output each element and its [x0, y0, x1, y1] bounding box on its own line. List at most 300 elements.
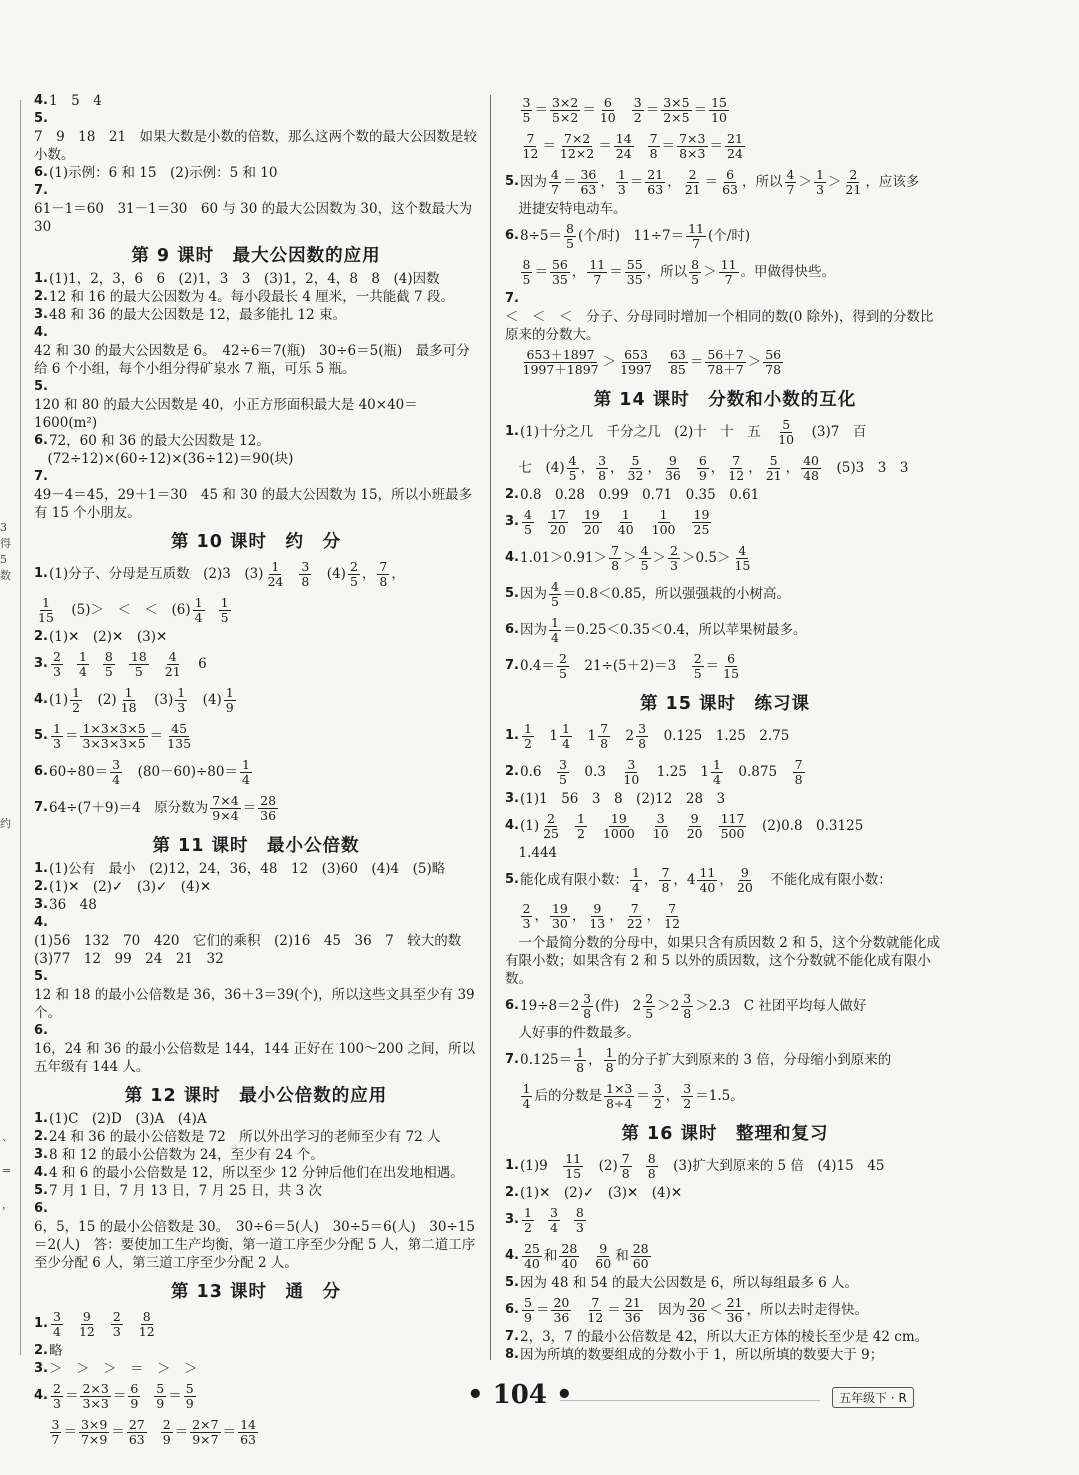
- answer-text: ＝: [174, 1424, 189, 1440]
- fraction: [625, 902, 645, 931]
- fraction-denominator: 63: [722, 181, 739, 197]
- fraction-denominator: 3: [575, 1219, 584, 1235]
- item-number: 3.: [34, 1147, 48, 1162]
- answer-item: [505, 612, 945, 648]
- fraction-numerator: 9: [599, 1240, 608, 1256]
- item-number: 4.: [34, 1165, 48, 1180]
- answer-item: [505, 290, 945, 344]
- answer-text: (1)公有 最小 (2)12，24，36，48 12 (3)60 (4)4 (5)略: [48, 861, 446, 877]
- answer-text: (1)✕ (2)✕ (3)✕: [48, 629, 168, 645]
- answer-text: 6，5，15 的最小公倍数是 30。 30÷6＝5(人) 30÷5＝6(人) 30÷15＝2(人) 答：要使加工生产均衡，第一道工序至少分配 5 人，第二道工序至少分配 6 人，第三道工序至少分配 2 人。: [34, 1219, 476, 1271]
- fraction-numerator: 1: [124, 684, 133, 700]
- fraction: [697, 866, 717, 895]
- fraction-denominator: 2: [72, 699, 81, 715]
- fraction: [763, 348, 783, 377]
- fraction: [631, 1242, 651, 1271]
- item-number: 4.: [34, 93, 48, 108]
- answer-text: (2): [585, 1158, 618, 1174]
- fraction: [596, 454, 608, 483]
- answer-text: ＝: [149, 728, 164, 744]
- item-number: 3.: [34, 656, 48, 671]
- item-number: 4.: [34, 915, 48, 930]
- item-number: 5.: [505, 174, 519, 189]
- answer-text: ＝: [64, 1388, 79, 1404]
- fraction-numerator: 2: [547, 810, 556, 826]
- fraction-denominator: 8: [605, 1059, 614, 1075]
- answer-text: ＝: [535, 1302, 550, 1318]
- margin-char: 5: [0, 553, 7, 566]
- fraction-denominator: 36: [553, 1309, 570, 1325]
- fraction-denominator: 12: [138, 1323, 155, 1339]
- fraction: [785, 168, 797, 197]
- left-answer-column: [34, 92, 478, 1450]
- margin-char: 得: [0, 537, 11, 550]
- fraction: [687, 1296, 707, 1325]
- answer-text: 1: [535, 728, 559, 744]
- fraction-denominator: 5: [349, 573, 358, 589]
- fraction-denominator: 8×3: [679, 145, 706, 161]
- item-number: 6.: [505, 1302, 519, 1317]
- fraction-numerator: 7: [668, 900, 677, 916]
- fraction-numerator: 1: [550, 614, 559, 630]
- fraction: [129, 650, 149, 679]
- fraction-denominator: 4: [112, 771, 121, 787]
- answer-text: ，: [571, 908, 586, 924]
- answer-text: 49－4＝45，29＋1＝30 45 和 30 的最大公因数为 15，所以小班最多有 15 个小朋友。: [34, 487, 473, 521]
- page-number: • 104 •: [467, 1380, 573, 1410]
- answer-text: (个/时) 11÷7＝: [577, 228, 685, 244]
- item-number: 5.: [34, 969, 48, 984]
- fraction-denominator: 7: [724, 271, 733, 287]
- lesson-heading: 第 15 课时 练习课: [639, 694, 811, 714]
- answer-item: [505, 1184, 945, 1202]
- item-number: 6.: [34, 764, 48, 779]
- lesson-heading: 第 14 课时 分数和小数的互化: [593, 390, 857, 410]
- answer-text: ＝: [534, 264, 548, 280]
- fraction-numerator: 36: [580, 166, 597, 182]
- fraction: [299, 560, 311, 589]
- answer-item: [505, 844, 945, 862]
- fraction-denominator: 5: [134, 663, 143, 679]
- item-number: 7.: [505, 658, 519, 673]
- fraction: [258, 794, 278, 823]
- answer-text: ，: [748, 460, 762, 476]
- answer-item: [34, 1342, 478, 1360]
- fraction: [240, 758, 252, 787]
- answer-text: 的分子扩大到原来的 3 倍，分母缩小到原来的: [617, 1052, 892, 1068]
- fraction-numerator: 1: [194, 594, 203, 610]
- fraction-numerator: 2: [688, 166, 697, 182]
- fraction-denominator: 40: [699, 879, 716, 895]
- answer-text: ＞2: [657, 998, 680, 1014]
- fraction: [184, 1382, 196, 1411]
- fraction-numerator: 3: [656, 810, 665, 826]
- fraction: [567, 454, 579, 483]
- fraction: [154, 1382, 166, 1411]
- fraction-numerator: 2: [112, 1308, 121, 1324]
- item-number: 2.: [34, 289, 48, 304]
- fraction: [725, 1296, 745, 1325]
- margin-char: ，: [2, 1198, 13, 1211]
- fraction-numerator: 7×3: [679, 130, 706, 146]
- fraction-numerator: 117: [720, 810, 745, 826]
- fraction: [550, 96, 580, 125]
- answer-item: [505, 1328, 945, 1346]
- fraction: [161, 1418, 173, 1447]
- fraction-numerator: 3: [653, 1080, 662, 1096]
- fraction: [522, 1242, 542, 1271]
- answer-text: 七 (4): [505, 460, 565, 476]
- fraction: [764, 454, 784, 483]
- item-number: 8.: [505, 1347, 519, 1362]
- fraction-numerator: 3: [638, 720, 647, 736]
- answer-text: (个/时): [708, 228, 751, 244]
- fraction: [587, 258, 607, 287]
- fraction-denominator: 5: [565, 235, 574, 251]
- fraction-denominator: 40: [617, 521, 634, 537]
- fraction-numerator: 3: [683, 1080, 692, 1096]
- fraction-numerator: 4: [523, 506, 532, 522]
- fraction-numerator: 5: [156, 1380, 165, 1396]
- fraction-denominator: 4: [562, 735, 570, 751]
- answer-text: 64÷(7＋9)＝4 原分数为: [48, 800, 209, 816]
- answer-text: ＝: [693, 102, 708, 118]
- answer-text: 1: [573, 728, 597, 744]
- fraction: [224, 686, 236, 715]
- answer-text: 24 和 36 的最小公倍数是 72 所以外出学习的老师至少有 72 人: [48, 1129, 441, 1145]
- fraction-denominator: 36: [624, 1309, 641, 1325]
- fraction: [521, 258, 533, 287]
- fraction-numerator: 5: [782, 416, 791, 432]
- item-number: 6.: [505, 998, 519, 1013]
- answer-text: 7 月 1 日，7 月 13 日，7 月 25 日，共 3 次: [48, 1183, 322, 1199]
- answer-item: [34, 1414, 478, 1450]
- fraction-numerator: 1: [621, 506, 630, 522]
- fraction-numerator: 15: [711, 94, 727, 110]
- answer-text: (1)分子、分母是互质数 (2)3 (3): [48, 566, 264, 582]
- fraction: [70, 686, 82, 715]
- answer-text: (5)3 3 3: [823, 460, 909, 476]
- answer-item: [34, 1200, 478, 1272]
- answer-text: ，: [534, 908, 548, 924]
- fraction-denominator: 12: [587, 1309, 604, 1325]
- fraction-numerator: 27: [128, 1416, 145, 1432]
- fraction-numerator: 7: [526, 130, 535, 146]
- answer-text: ，: [719, 872, 733, 888]
- fraction: [548, 508, 568, 537]
- fraction: [165, 722, 193, 751]
- answer-item: [34, 682, 478, 718]
- fraction: [726, 454, 746, 483]
- answer-text: 略: [48, 1343, 63, 1359]
- fraction-numerator: 3: [522, 94, 531, 110]
- fraction: [843, 168, 863, 197]
- fraction-denominator: 22: [626, 915, 643, 931]
- fraction-numerator: 9: [593, 900, 602, 916]
- fraction: [626, 454, 646, 483]
- answer-text: 72，60 和 36 的最大公因数是 12。: [48, 433, 270, 449]
- answer-text: ，: [667, 174, 681, 190]
- fraction-numerator: 3: [52, 1308, 61, 1324]
- fraction-numerator: 2: [52, 1380, 61, 1396]
- fraction: [119, 686, 139, 715]
- answer-item: [34, 164, 478, 182]
- fraction-numerator: 8: [575, 1204, 584, 1220]
- item-number: 2.: [34, 1343, 48, 1358]
- fraction-denominator: 4: [522, 1095, 531, 1111]
- fraction-denominator: 35: [626, 271, 643, 287]
- answer-text: ，: [600, 174, 614, 190]
- fraction: [652, 1082, 664, 1111]
- answer-item: [505, 504, 945, 540]
- answer-item: [34, 1146, 478, 1164]
- item-number: 4.: [34, 325, 48, 340]
- answer-text: (1): [48, 692, 69, 708]
- fraction: [686, 222, 706, 251]
- fraction: [238, 1418, 258, 1447]
- fraction-numerator: 21: [624, 1294, 641, 1310]
- fraction: [265, 560, 285, 589]
- answer-text: ＝: [562, 174, 577, 190]
- fraction-numerator: 56＋7: [707, 346, 744, 362]
- fraction-denominator: 4: [78, 663, 87, 679]
- answer-text: (1): [519, 818, 540, 834]
- fraction: [697, 454, 709, 483]
- fraction: [36, 596, 56, 625]
- item-number: 2.: [34, 629, 48, 644]
- fraction-numerator: 2: [349, 558, 358, 574]
- fraction-denominator: 60: [595, 1255, 612, 1271]
- answer-text: ，: [610, 460, 624, 476]
- fraction-numerator: 8: [142, 1308, 151, 1324]
- answer-text: 48 和 36 的最大公因数是 12，最多能扎 12 束。: [48, 307, 346, 323]
- fraction: [564, 222, 576, 251]
- fraction-numerator: 56: [551, 256, 568, 272]
- fraction-numerator: 3: [549, 1204, 558, 1220]
- fraction: [193, 596, 205, 625]
- answer-text: 1 5 4: [48, 93, 102, 109]
- item-number: 5.: [34, 111, 48, 126]
- answer-item: [34, 182, 478, 236]
- answer-text: ，: [710, 460, 725, 476]
- fraction-numerator: 7: [794, 756, 803, 772]
- fraction: [550, 902, 570, 931]
- answer-text: (件) 2: [595, 998, 642, 1014]
- fraction: [128, 1382, 140, 1411]
- answer-text: ＞: [827, 174, 842, 190]
- item-number: 1.: [34, 271, 48, 286]
- item-number: 4.: [34, 692, 48, 707]
- fraction-denominator: 25: [543, 825, 560, 841]
- fraction-numerator: 1: [41, 594, 50, 610]
- answer-text: ＝: [63, 1424, 77, 1440]
- answer-text: (72÷12)×(60÷12)×(36÷12)＝90(块): [34, 451, 294, 467]
- fraction: [575, 812, 587, 841]
- fraction: [560, 722, 572, 751]
- fraction-numerator: 1: [72, 684, 81, 700]
- answer-text: [505, 1087, 519, 1105]
- fraction: [574, 1046, 586, 1075]
- fraction-denominator: 5: [568, 467, 577, 483]
- item-number: 2.: [505, 1185, 519, 1200]
- fraction-denominator: 3: [617, 181, 626, 197]
- fraction: [585, 1296, 605, 1325]
- fraction: [563, 1152, 583, 1181]
- item-number: 3.: [505, 791, 519, 806]
- answer-text: [505, 263, 519, 281]
- grade-badge: 五年级下 · R: [832, 1387, 914, 1408]
- fraction-denominator: 8: [611, 557, 620, 573]
- fraction: [711, 758, 723, 787]
- answer-item: [505, 988, 945, 1024]
- fraction: [651, 812, 671, 841]
- fraction: [559, 1242, 579, 1271]
- answer-item: [34, 556, 478, 592]
- answer-text: ，: [571, 264, 586, 280]
- answer-item: [505, 92, 945, 128]
- answer-text: (2): [84, 692, 117, 708]
- answer-text: ＝: [705, 658, 720, 674]
- item-number: 6.: [34, 433, 48, 448]
- answer-item: [505, 754, 945, 790]
- right-answer-column: [505, 92, 945, 1364]
- answer-text: ，所以去时走得快。: [746, 1302, 868, 1318]
- answer-text: ＞: [798, 174, 812, 190]
- fraction-numerator: 1: [523, 720, 532, 736]
- answer-item: [505, 1148, 945, 1184]
- answer-text: (1)C (2)D (3)A (4)A: [48, 1111, 207, 1127]
- fraction: [639, 544, 651, 573]
- fraction-denominator: 2: [577, 825, 585, 841]
- fraction-denominator: 9: [185, 1395, 194, 1411]
- fraction-denominator: 48: [803, 467, 820, 483]
- fraction-numerator: 7: [732, 452, 741, 468]
- fraction-numerator: 8: [691, 256, 700, 272]
- fraction-denominator: 8: [379, 573, 388, 589]
- fraction: [522, 1296, 534, 1325]
- fraction: [598, 96, 618, 125]
- fraction: [705, 348, 745, 377]
- fraction-numerator: 9: [668, 452, 677, 468]
- item-number: 7.: [505, 291, 519, 306]
- fraction-numerator: 11: [589, 256, 606, 272]
- answer-text: ＝: [661, 138, 676, 154]
- answer-item: [505, 200, 945, 218]
- answer-item: [34, 718, 478, 754]
- fraction: [614, 132, 634, 161]
- fraction-numerator: 1: [78, 648, 87, 664]
- margin-char: 3: [0, 521, 7, 534]
- fraction-denominator: 2: [653, 1095, 662, 1111]
- fraction-denominator: 40: [523, 1255, 540, 1271]
- fraction-denominator: 10: [652, 825, 669, 841]
- answer-item: [34, 92, 478, 110]
- fraction-denominator: 4: [242, 771, 250, 787]
- fraction: [609, 544, 621, 573]
- answer-item: [505, 486, 945, 504]
- fraction: [521, 96, 533, 125]
- fraction: [663, 454, 683, 483]
- answer-text: ＝: [542, 138, 556, 154]
- fraction: [51, 1382, 63, 1411]
- answer-item: [34, 754, 478, 790]
- answer-text: ，: [646, 908, 661, 924]
- fraction-numerator: 7×2: [563, 130, 591, 146]
- fraction-numerator: 28: [260, 792, 277, 808]
- answer-text: ，4: [673, 872, 696, 888]
- answer-text: ＝: [534, 102, 548, 118]
- item-number: 4.: [505, 550, 519, 565]
- fraction-numerator: 21: [726, 1294, 743, 1310]
- answer-item: [505, 790, 945, 808]
- answer-text: ＞: [602, 354, 617, 370]
- fraction-numerator: 3: [51, 1416, 60, 1432]
- fraction-denominator: 7: [51, 1431, 60, 1447]
- fraction: [77, 1310, 97, 1339]
- fraction-denominator: 63: [240, 1431, 256, 1447]
- fraction-numerator: 21: [647, 166, 664, 182]
- fraction: [521, 348, 601, 377]
- fraction-numerator: 3: [301, 558, 310, 574]
- answer-text: 36 48: [48, 897, 97, 913]
- answer-text: ，: [580, 460, 595, 476]
- answer-item: [34, 324, 478, 378]
- fraction-denominator: 32: [627, 467, 644, 483]
- item-number: 1.: [505, 1158, 519, 1173]
- answer-text: ＝: [645, 102, 660, 118]
- answer-text: ＞2.3 C 社团平均每人做好: [695, 998, 867, 1014]
- fraction-denominator: 8: [661, 879, 670, 895]
- answer-text: (1)56 132 70 420 它们的乘积 (2)16 45 36 7 较大的数 (3)77 12 99 24 21 32: [34, 933, 475, 967]
- answer-item: [505, 1042, 945, 1078]
- answer-item: [505, 898, 945, 934]
- fraction-denominator: 3: [112, 1323, 121, 1339]
- answer-item: [34, 110, 478, 164]
- answer-text: ＝: [112, 1388, 127, 1404]
- fraction: [593, 1242, 613, 1271]
- fraction: [79, 1418, 109, 1447]
- fraction-numerator: 1: [522, 1080, 531, 1096]
- fraction: [210, 794, 240, 823]
- fraction-denominator: 60: [632, 1255, 649, 1271]
- fraction-numerator: 63: [669, 346, 686, 362]
- fraction-numerator: 20: [553, 1294, 570, 1310]
- answer-text: ＝: [64, 728, 79, 744]
- item-number: 5.: [34, 1183, 48, 1198]
- fraction-numerator: 7: [379, 558, 388, 574]
- fraction-numerator: 2: [162, 1416, 171, 1432]
- fraction-numerator: 1: [523, 1204, 532, 1220]
- fraction: [51, 1310, 63, 1339]
- fraction-denominator: 12: [728, 467, 745, 483]
- fraction-denominator: 2: [523, 735, 532, 751]
- answer-text: 16，24 和 36 的最小公倍数是 144，144 正好在 100～200 之间，所以五年级有 144 人。: [34, 1041, 476, 1075]
- fraction-numerator: 11: [688, 220, 705, 236]
- answer-item: [34, 592, 478, 628]
- answer-item: [34, 432, 478, 450]
- fraction-denominator: 8: [598, 467, 607, 483]
- fraction-numerator: 1: [712, 756, 721, 772]
- fraction-numerator: 7: [591, 1294, 600, 1310]
- answer-item: [34, 878, 478, 896]
- item-number: 3.: [505, 1212, 519, 1227]
- fraction-numerator: 1: [617, 166, 626, 182]
- fraction-numerator: 2×3: [82, 1380, 109, 1396]
- fraction-denominator: 135: [167, 735, 192, 751]
- answer-text: ，: [665, 1088, 680, 1104]
- fraction: [793, 758, 805, 787]
- fraction-denominator: 1000: [602, 825, 635, 841]
